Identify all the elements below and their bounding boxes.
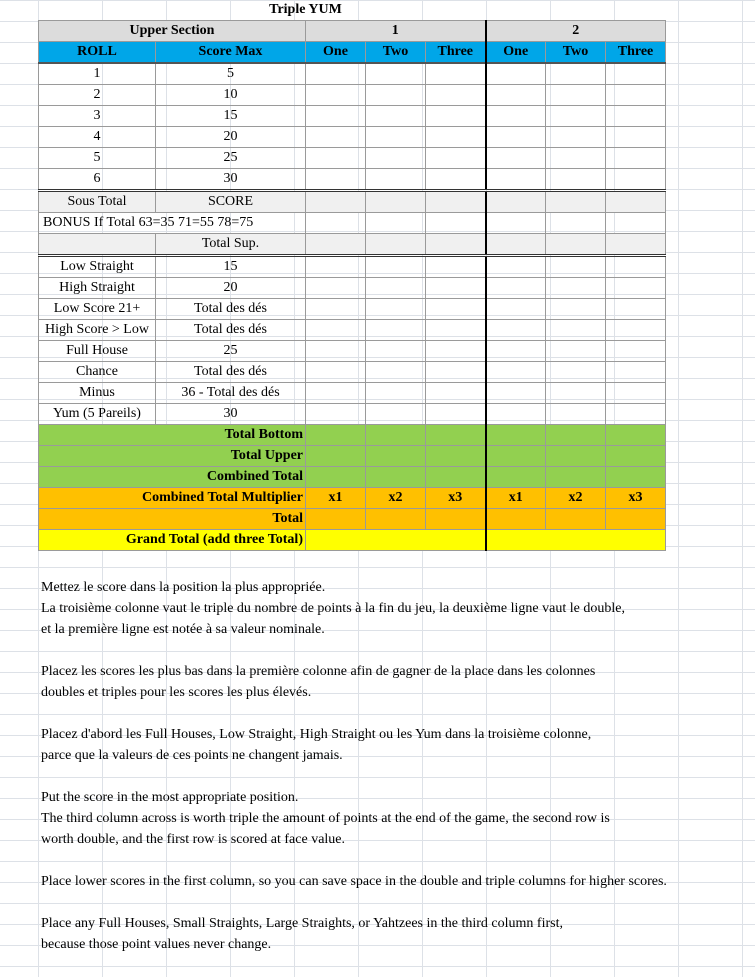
score-cell[interactable] (546, 213, 606, 234)
score-cell[interactable] (366, 213, 426, 234)
score-cell[interactable] (486, 148, 546, 169)
score-cell[interactable] (426, 213, 486, 234)
total-cell[interactable] (306, 509, 366, 530)
score-cell[interactable] (606, 404, 666, 425)
total-label: Total (39, 509, 306, 530)
score-cell[interactable] (486, 213, 546, 234)
score-cell[interactable] (606, 63, 666, 85)
score-cell[interactable] (366, 148, 426, 169)
score-cell[interactable] (426, 341, 486, 362)
col-header: Two (366, 42, 426, 64)
col-header: Three (606, 42, 666, 64)
score-cell[interactable] (366, 278, 426, 299)
upper-section-header: Upper Section (39, 21, 306, 42)
score-cell[interactable] (606, 256, 666, 278)
total-cell[interactable] (366, 425, 426, 446)
score-cell[interactable] (546, 85, 606, 106)
row-label: Low Straight (39, 256, 156, 278)
instruction-line (41, 640, 667, 661)
score-cell[interactable] (306, 63, 366, 85)
row-label: 3 (39, 106, 156, 127)
score-cell[interactable] (606, 383, 666, 404)
score-row (39, 341, 666, 362)
grand-total-cell-1[interactable] (306, 530, 486, 551)
score-cell[interactable] (306, 106, 366, 127)
score-cell[interactable] (426, 169, 486, 191)
total-cell[interactable] (546, 467, 606, 488)
group-2-header: 2 (486, 21, 666, 42)
total-cell[interactable] (486, 425, 546, 446)
total-cell[interactable] (606, 467, 666, 488)
col-header: One (306, 42, 366, 64)
score-row (39, 85, 666, 106)
score-cell[interactable] (426, 234, 486, 256)
score-cell[interactable] (366, 383, 426, 404)
score-cell[interactable] (606, 320, 666, 341)
row-max: 15 (156, 256, 306, 278)
multiplier-label: Combined Total Multiplier (39, 488, 306, 509)
sous-total-label: Sous Total (39, 191, 156, 213)
row-label: Low Score 21+ (39, 299, 156, 320)
score-cell[interactable] (486, 191, 546, 213)
score-cell[interactable] (546, 341, 606, 362)
score-cell[interactable] (366, 106, 426, 127)
instruction-line: Mettez le score dans la position la plus appropriée. (41, 580, 326, 595)
row-label: 6 (39, 169, 156, 191)
total-cell[interactable] (366, 509, 426, 530)
score-sheet (38, 0, 666, 551)
row-max: Total des dés (156, 320, 306, 341)
score-cell[interactable] (546, 362, 606, 383)
total-cell[interactable] (546, 425, 606, 446)
score-max-header: Score Max (156, 42, 306, 64)
instruction-line: parce que la valeurs de ces points ne changent jamais. (41, 748, 343, 763)
total-upper-label: Total Upper (39, 446, 306, 467)
row-label: 2 (39, 85, 156, 106)
total-cell[interactable] (486, 509, 546, 530)
score-cell[interactable] (366, 256, 426, 278)
score-cell[interactable] (606, 85, 666, 106)
score-row (39, 383, 666, 404)
score-cell[interactable] (486, 362, 546, 383)
score-cell[interactable] (426, 148, 486, 169)
row-label: 1 (39, 63, 156, 85)
row-max: 15 (156, 106, 306, 127)
total-cell[interactable] (366, 467, 426, 488)
score-cell[interactable] (606, 191, 666, 213)
score-cell[interactable] (546, 256, 606, 278)
score-row (39, 148, 666, 169)
grand-total-label: Grand Total (add three Total) (39, 530, 306, 551)
row-max: 10 (156, 85, 306, 106)
score-cell[interactable] (606, 169, 666, 191)
row-label: 4 (39, 127, 156, 148)
instruction-line: Place lower scores in the first column, so you can save space in the double and triple columns for higher scores. (41, 874, 667, 889)
total-cell[interactable] (426, 509, 486, 530)
score-cell[interactable] (486, 85, 546, 106)
score-row (39, 278, 666, 299)
multiplier-cell: x2 (366, 488, 426, 509)
row-label: High Straight (39, 278, 156, 299)
score-cell[interactable] (606, 341, 666, 362)
instruction-line: Placez d'abord les Full Houses, Low Straight, High Straight ou les Yum dans la troisième colonne, (41, 727, 592, 742)
score-cell[interactable] (546, 127, 606, 148)
instruction-line: doubles et triples pour les scores les plus élevés. (41, 685, 312, 700)
score-cell[interactable] (486, 234, 546, 256)
score-cell[interactable] (486, 127, 546, 148)
instruction-line: worth double, and the first row is scored at face value. (41, 832, 346, 847)
col-header: Two (546, 42, 606, 64)
score-cell[interactable] (546, 320, 606, 341)
score-cell[interactable] (366, 234, 426, 256)
score-cell[interactable] (366, 404, 426, 425)
score-cell[interactable] (606, 299, 666, 320)
score-row (39, 362, 666, 383)
multiplier-cell: x1 (306, 488, 366, 509)
total-cell[interactable] (546, 509, 606, 530)
score-cell[interactable] (306, 341, 366, 362)
group-1-header: 1 (306, 21, 486, 42)
total-cell[interactable] (306, 425, 366, 446)
row-label: Chance (39, 362, 156, 383)
total-cell[interactable] (546, 446, 606, 467)
score-cell[interactable] (426, 106, 486, 127)
row-label: Yum (5 Pareils) (39, 404, 156, 425)
total-sup-label: Total Sup. (156, 234, 306, 256)
instructions (41, 577, 667, 955)
instruction-line: because those point values never change. (41, 937, 272, 952)
combined-total-label: Combined Total (39, 467, 306, 488)
score-cell[interactable] (426, 85, 486, 106)
instruction-line: Place any Full Houses, Small Straights, Large Straights, or Yahtzees in the third column first, (41, 916, 563, 931)
row-max: 25 (156, 341, 306, 362)
row-max: 20 (156, 127, 306, 148)
score-cell[interactable] (486, 299, 546, 320)
score-cell[interactable] (546, 148, 606, 169)
total-cell[interactable] (426, 446, 486, 467)
score-cell[interactable] (306, 404, 366, 425)
instruction-line (41, 892, 667, 913)
score-cell[interactable] (366, 299, 426, 320)
score-row (39, 256, 666, 278)
score-cell[interactable] (366, 341, 426, 362)
score-cell[interactable] (486, 278, 546, 299)
row-max: 30 (156, 169, 306, 191)
row-max: 5 (156, 63, 306, 85)
instruction-line (41, 766, 667, 787)
total-cell[interactable] (426, 425, 486, 446)
multiplier-cell: x1 (486, 488, 546, 509)
score-cell[interactable] (306, 148, 366, 169)
row-label: Minus (39, 383, 156, 404)
score-cell[interactable] (546, 404, 606, 425)
total-cell[interactable] (426, 467, 486, 488)
row-label: 5 (39, 148, 156, 169)
score-row (39, 404, 666, 425)
score-cell[interactable] (306, 127, 366, 148)
score-cell[interactable] (606, 362, 666, 383)
total-cell[interactable] (606, 425, 666, 446)
col-header: One (486, 42, 546, 64)
total-cell[interactable] (306, 446, 366, 467)
score-cell[interactable] (606, 234, 666, 256)
row-max: 20 (156, 278, 306, 299)
score-cell[interactable] (306, 191, 366, 213)
score-cell[interactable] (546, 169, 606, 191)
instruction-line: Placez les scores les plus bas dans la première colonne afin de gagner de la place dans les colonnes (41, 664, 596, 679)
score-cell[interactable] (426, 320, 486, 341)
instruction-line: et la première ligne est notée à sa valeur nominale. (41, 622, 325, 637)
instruction-line: Put the score in the most appropriate position. (41, 790, 299, 805)
total-cell[interactable] (606, 509, 666, 530)
score-cell[interactable] (546, 106, 606, 127)
score-cell[interactable] (306, 213, 366, 234)
multiplier-cell: x2 (546, 488, 606, 509)
score-cell[interactable] (606, 106, 666, 127)
score-cell[interactable] (486, 256, 546, 278)
score-cell[interactable] (486, 383, 546, 404)
score-cell[interactable] (306, 256, 366, 278)
score-cell[interactable] (546, 278, 606, 299)
score-cell[interactable] (426, 256, 486, 278)
score-cell[interactable] (606, 278, 666, 299)
score-row (39, 127, 666, 148)
multiplier-cell: x3 (426, 488, 486, 509)
score-cell[interactable] (306, 278, 366, 299)
score-cell[interactable] (366, 320, 426, 341)
score-cell[interactable] (606, 148, 666, 169)
score-cell[interactable] (306, 320, 366, 341)
score-cell[interactable] (606, 127, 666, 148)
score-cell[interactable] (426, 191, 486, 213)
instruction-line (41, 850, 667, 871)
score-cell[interactable] (486, 63, 546, 85)
total-bottom-label: Total Bottom (39, 425, 306, 446)
score-cell[interactable] (486, 341, 546, 362)
score-row (39, 106, 666, 127)
col-header: Three (426, 42, 486, 64)
score-cell[interactable] (546, 63, 606, 85)
grand-total-cell-2[interactable] (486, 530, 666, 551)
bonus-label: BONUS If Total 63=35 71=55 78=75 (39, 213, 306, 234)
row-max: Total des dés (156, 299, 306, 320)
sous-total-value: SCORE (156, 191, 306, 213)
instruction-line: The third column across is worth triple the amount of points at the end of the game, the second row is (41, 811, 610, 826)
score-cell[interactable] (486, 106, 546, 127)
row-label: High Score > Low (39, 320, 156, 341)
score-cell[interactable] (366, 191, 426, 213)
score-cell[interactable] (426, 404, 486, 425)
score-cell[interactable] (366, 85, 426, 106)
multiplier-cell: x3 (606, 488, 666, 509)
score-cell[interactable] (426, 362, 486, 383)
score-cell[interactable] (486, 404, 546, 425)
score-cell[interactable] (486, 169, 546, 191)
score-cell[interactable] (546, 299, 606, 320)
score-cell[interactable] (306, 362, 366, 383)
total-cell[interactable] (306, 467, 366, 488)
score-cell[interactable] (546, 383, 606, 404)
total-cell[interactable] (366, 446, 426, 467)
row-max: 36 - Total des dés (156, 383, 306, 404)
score-cell[interactable] (306, 169, 366, 191)
score-row (39, 299, 666, 320)
score-row (39, 320, 666, 341)
score-cell[interactable] (306, 299, 366, 320)
score-cell[interactable] (366, 127, 426, 148)
score-cell[interactable] (366, 362, 426, 383)
score-cell[interactable] (306, 383, 366, 404)
total-cell[interactable] (606, 446, 666, 467)
row-max: Total des dés (156, 362, 306, 383)
score-cell[interactable] (426, 383, 486, 404)
row-max: 30 (156, 404, 306, 425)
score-cell[interactable] (426, 63, 486, 85)
row-label: Full House (39, 341, 156, 362)
instruction-line (41, 703, 667, 724)
score-row (39, 169, 666, 191)
score-cell[interactable] (306, 85, 366, 106)
score-cell[interactable] (486, 320, 546, 341)
score-cell[interactable] (366, 169, 426, 191)
score-row (39, 63, 666, 85)
total-cell[interactable] (486, 467, 546, 488)
instruction-line: La troisième colonne vaut le triple du nombre de points à la fin du jeu, la deuxième ligne vaut le double, (41, 601, 625, 616)
sheet-title: Triple YUM (269, 2, 342, 17)
score-cell[interactable] (426, 278, 486, 299)
roll-header: ROLL (39, 42, 156, 64)
score-cell[interactable] (306, 234, 366, 256)
score-cell[interactable] (546, 191, 606, 213)
score-cell[interactable] (606, 213, 666, 234)
score-cell[interactable] (426, 299, 486, 320)
row-max: 25 (156, 148, 306, 169)
score-cell[interactable] (366, 63, 426, 85)
score-cell[interactable] (426, 127, 486, 148)
score-cell[interactable] (546, 234, 606, 256)
total-cell[interactable] (486, 446, 546, 467)
